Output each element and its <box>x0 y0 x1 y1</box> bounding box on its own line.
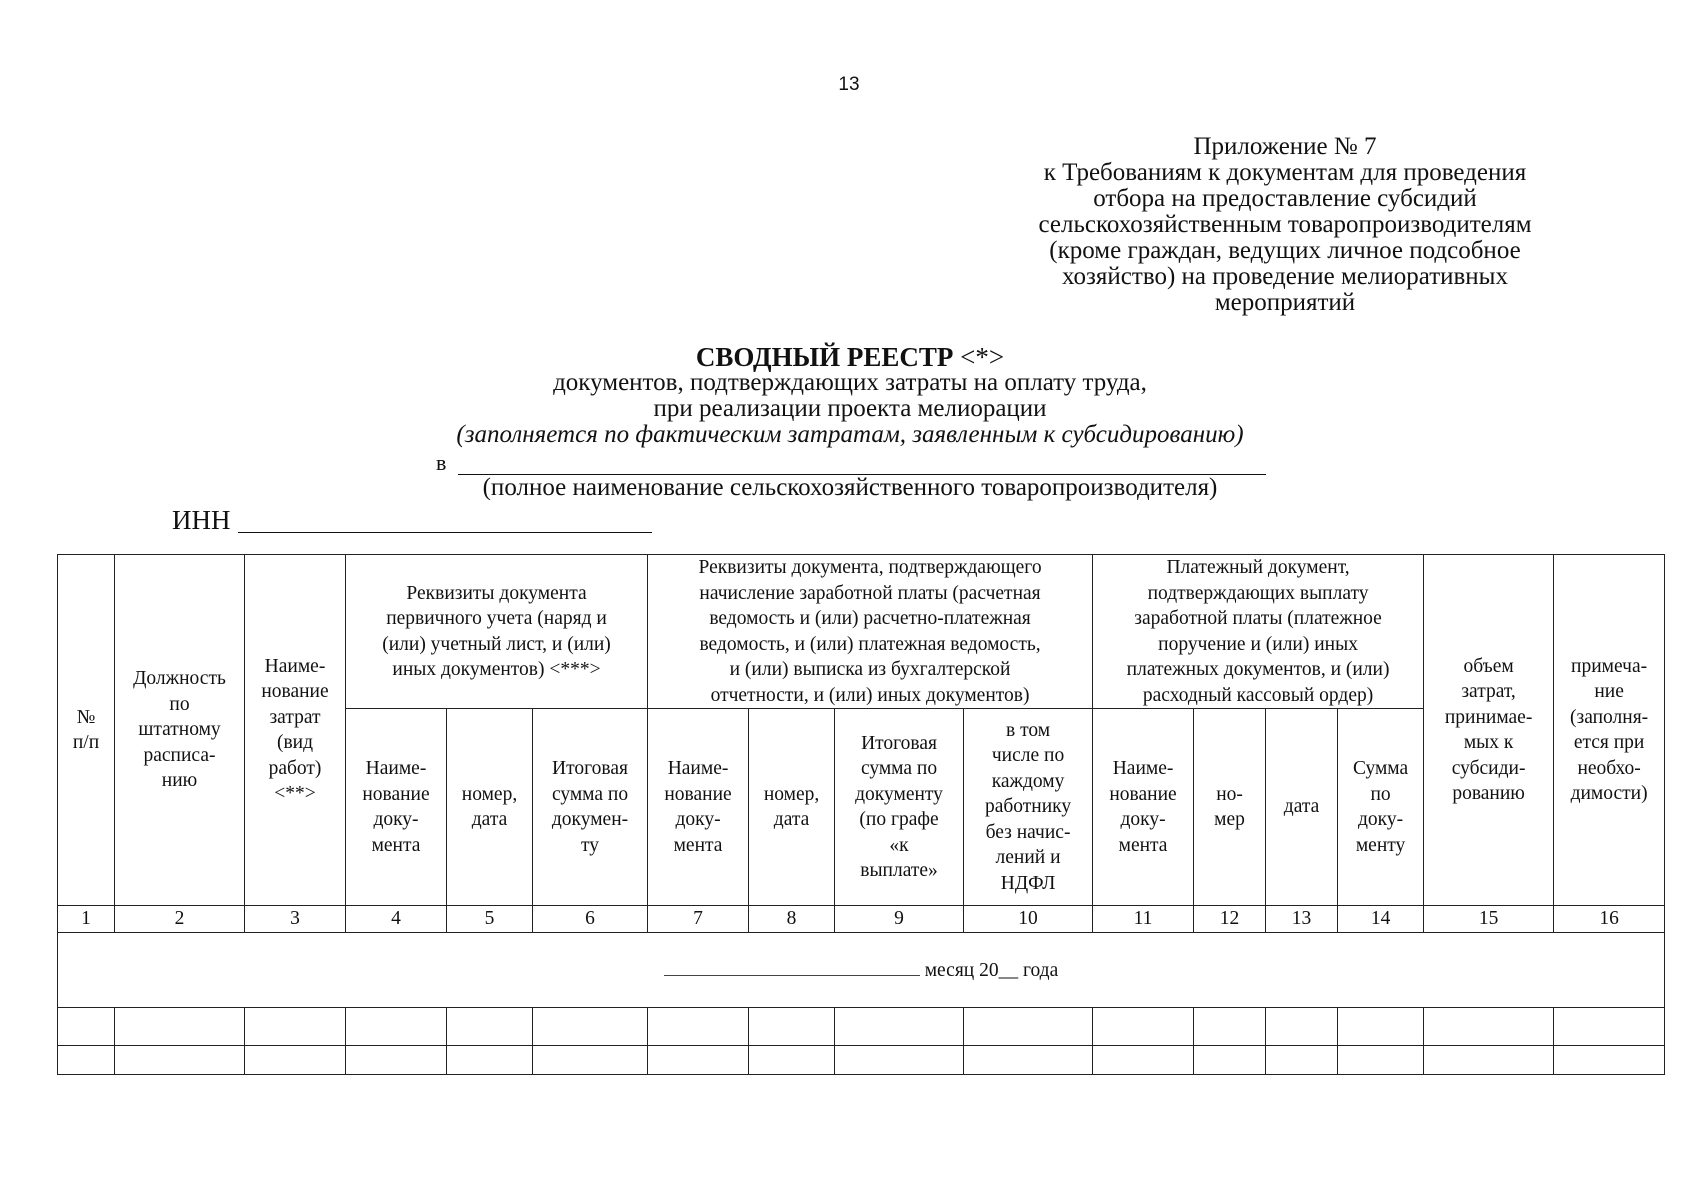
appendix-line: хозяйство) на проведение мелиоративных <box>1062 263 1508 290</box>
column-number-row <box>58 906 1665 933</box>
header-cell: № п/п <box>58 555 115 906</box>
column-number: 9 <box>835 906 964 933</box>
column-number: 10 <box>964 906 1093 933</box>
table-cell[interactable] <box>835 1046 964 1075</box>
table-cell[interactable] <box>964 1008 1093 1046</box>
month-cell[interactable] <box>58 933 1665 1008</box>
header-cell: Должность по штатному расписа- нию <box>115 555 245 906</box>
table-cell[interactable] <box>58 1046 115 1075</box>
table-cell[interactable] <box>1093 1046 1194 1075</box>
column-number: 11 <box>1093 906 1194 933</box>
document-title <box>400 344 1300 370</box>
inn-blank[interactable] <box>238 532 652 533</box>
column-number: 1 <box>58 906 115 933</box>
table-cell[interactable] <box>346 1008 447 1046</box>
document-subtitle-2: при реализации проекта мелиорации <box>653 395 1047 422</box>
table-cell[interactable] <box>1266 1008 1338 1046</box>
column-number: 12 <box>1194 906 1266 933</box>
table-cell[interactable] <box>648 1008 749 1046</box>
table-cell[interactable] <box>1194 1046 1266 1075</box>
table-cell[interactable] <box>648 1046 749 1075</box>
appendix-line: (кроме граждан, ведущих личное подсобное <box>1049 237 1521 264</box>
column-number: 3 <box>245 906 346 933</box>
in-prefix: в <box>436 450 447 475</box>
appendix-line: к Требованиям к документам для проведения <box>1043 159 1527 186</box>
table-cell[interactable] <box>835 1008 964 1046</box>
subheader-cell: Наиме- нование доку- мента <box>648 709 749 906</box>
table-cell[interactable] <box>346 1046 447 1075</box>
producer-name-caption: (полное наименование сельскохозяйственного товаропроизводителя) <box>482 474 1218 501</box>
table-cell[interactable] <box>1338 1046 1424 1075</box>
subheader-cell: Наиме- нование доку- мента <box>346 709 447 906</box>
column-number: 13 <box>1266 906 1338 933</box>
table-cell[interactable] <box>749 1046 835 1075</box>
table-row <box>58 1046 1665 1075</box>
header-cell: объем затрат, принимае- мых к субсиди- рованию <box>1424 555 1554 906</box>
appendix-line: отбора на предоставление субсидий <box>1093 185 1477 212</box>
table-cell[interactable] <box>1093 1008 1194 1046</box>
subheader-cell: номер, дата <box>447 709 533 906</box>
table-cell[interactable] <box>1266 1046 1338 1075</box>
table-cell[interactable] <box>245 1008 346 1046</box>
table-cell[interactable] <box>1424 1008 1554 1046</box>
subheader-cell: в том числе по каждому работнику без начис- лений и НДФЛ <box>964 709 1093 906</box>
appendix-header <box>1005 134 1565 316</box>
column-number: 14 <box>1338 906 1424 933</box>
column-number: 6 <box>533 906 648 933</box>
column-number: 2 <box>115 906 245 933</box>
table-cell[interactable] <box>749 1008 835 1046</box>
table-cell[interactable] <box>115 1008 245 1046</box>
table-cell[interactable] <box>1194 1008 1266 1046</box>
table-cell[interactable] <box>447 1046 533 1075</box>
column-number: 7 <box>648 906 749 933</box>
table-cell[interactable] <box>1424 1046 1554 1075</box>
month-row <box>58 933 1665 1008</box>
subheader-cell: номер, дата <box>749 709 835 906</box>
appendix-line: мероприятий <box>1214 289 1356 316</box>
table-cell[interactable] <box>115 1046 245 1075</box>
table-cell[interactable] <box>1554 1046 1665 1075</box>
column-number: 16 <box>1554 906 1665 933</box>
page-number: 13 <box>838 74 860 95</box>
column-number: 8 <box>749 906 835 933</box>
table-cell[interactable] <box>447 1008 533 1046</box>
header-cell: примеча- ние (заполня- ется при необхо- димости) <box>1554 555 1665 906</box>
table-cell[interactable] <box>58 1008 115 1046</box>
table-cell[interactable] <box>533 1046 648 1075</box>
month-blank[interactable] <box>664 957 920 976</box>
column-number: 5 <box>447 906 533 933</box>
subheader-cell: Наиме- нование доку- мента <box>1093 709 1194 906</box>
registry-table <box>57 554 1665 1075</box>
subheader-cell: но- мер <box>1194 709 1266 906</box>
fill-note: (заполняется по фактическим затратам, заявленным к субсидированию) <box>456 421 1244 448</box>
column-number: 4 <box>346 906 447 933</box>
appendix-number: Приложение № 7 <box>1193 133 1377 160</box>
inn-label: ИНН <box>172 505 231 535</box>
table-cell[interactable] <box>533 1008 648 1046</box>
document-title-ref: <*> <box>960 342 1005 372</box>
appendix-line: сельскохозяйственным товаропроизводителям <box>1038 211 1532 238</box>
document-title-block <box>400 344 1300 448</box>
subheader-cell: Итоговая сумма по документу (по графе «к выплате» <box>835 709 964 906</box>
header-group-cell: Реквизиты документа первичного учета (наряд и (или) учетный лист, и (или) иных документов) <***> <box>346 555 648 709</box>
header-cell: Наиме- нование затрат (вид работ) <**> <box>245 555 346 906</box>
column-number: 15 <box>1424 906 1554 933</box>
document-subtitle: документов, подтверждающих затраты на оплату труда, <box>553 369 1147 396</box>
subheader-cell: Сумма по доку- менту <box>1338 709 1424 906</box>
table-row <box>58 1008 1665 1046</box>
subheader-cell: Итоговая сумма по докумен- ту <box>533 709 648 906</box>
table-cell[interactable] <box>1554 1008 1665 1046</box>
header-group-cell: Платежный документ, подтверждающих выплату заработной платы (платежное поручение и (или) иных платежных документов, и (или) расходный кассовый ордер) <box>1093 555 1424 709</box>
header-group-cell: Реквизиты документа, подтверждающего начисление заработной платы (расчетная ведомость и (или) расчетно-платежная ведомость, и (или) платежная ведомость, и (или) выписка из бухгалтерской отчетности, и (или) иных документов) <box>648 555 1093 709</box>
table-header-row <box>58 555 1665 709</box>
document-title-text: СВОДНЫЙ РЕЕСТР <box>695 342 954 372</box>
month-label: месяц 20__ года <box>924 959 1059 981</box>
table-cell[interactable] <box>964 1046 1093 1075</box>
subheader-cell: дата <box>1266 709 1338 906</box>
table-cell[interactable] <box>245 1046 346 1075</box>
table-cell[interactable] <box>1338 1008 1424 1046</box>
